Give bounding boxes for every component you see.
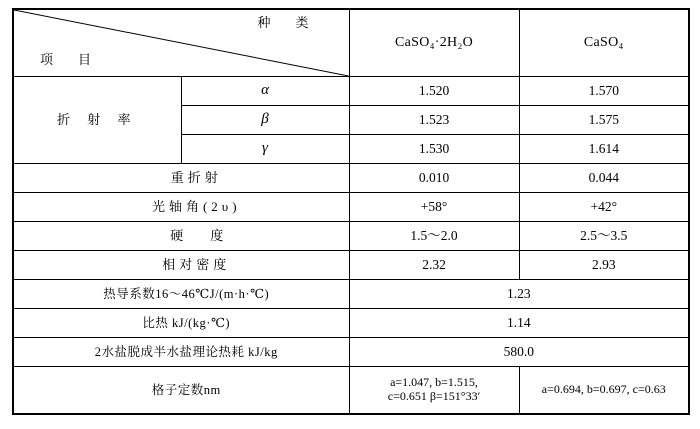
header-kind-label: 种 类 xyxy=(257,15,315,30)
document-page xyxy=(0,8,700,429)
properties-table xyxy=(12,8,690,415)
row-label-birefringence: 重折射 xyxy=(13,164,349,193)
table-row xyxy=(13,309,689,338)
cell-value: 1.523 xyxy=(349,106,519,135)
cell-value: 1.575 xyxy=(519,106,689,135)
lattice-line-1: a=1.047, b=1.515, xyxy=(390,375,478,390)
sub-label-alpha: α xyxy=(181,77,349,106)
cell-value: 1.530 xyxy=(349,135,519,164)
table-row xyxy=(13,222,689,251)
cell-value: 580.0 xyxy=(349,338,689,367)
table-row xyxy=(13,338,689,367)
row-label-lattice-constants: 格子定数nm xyxy=(13,367,349,415)
cell-value: 1.614 xyxy=(519,135,689,164)
cell-value: +58° xyxy=(349,193,519,222)
cell-value: 1.5～2.0 xyxy=(349,222,519,251)
row-label-relative-density: 相对密度 xyxy=(13,251,349,280)
cell-value: 1.14 xyxy=(349,309,689,338)
cell-lattice-anhydrite xyxy=(519,367,689,415)
header-corner-cell xyxy=(13,9,349,77)
cell-value: 0.044 xyxy=(519,164,689,193)
table-row xyxy=(13,280,689,309)
table-header-row xyxy=(13,9,689,77)
cell-value: 2.5～3.5 xyxy=(519,222,689,251)
table-row xyxy=(13,193,689,222)
cell-value: 1.520 xyxy=(349,77,519,106)
cell-value: 2.93 xyxy=(519,251,689,280)
header-col-gypsum: CaSO₄·2H₂O xyxy=(349,9,519,77)
table-row xyxy=(13,251,689,280)
row-label-optic-axial-angle: 光轴角(2υ) xyxy=(13,193,349,222)
row-label-dehydration-heat: 2水盐脱成半水盐理论热耗 kJ/kg xyxy=(13,338,349,367)
row-label-thermal-conductivity: 热导系数16～46℃J/(m·h·℃) xyxy=(13,280,349,309)
table-row xyxy=(13,164,689,193)
cell-lattice-gypsum xyxy=(349,367,519,415)
cell-value: 2.32 xyxy=(349,251,519,280)
cell-value: 0.010 xyxy=(349,164,519,193)
row-label-hardness: 硬 度 xyxy=(13,222,349,251)
cell-value: 1.570 xyxy=(519,77,689,106)
cell-value: 1.23 xyxy=(349,280,689,309)
lattice-line-2: c=0.651 β=151°33′ xyxy=(387,389,481,403)
header-col-anhydrite: CaSO₄ xyxy=(519,9,689,77)
row-label-specific-heat: 比热 kJ/(kg·℃) xyxy=(13,309,349,338)
table-row xyxy=(13,367,689,415)
sub-label-beta: β xyxy=(181,106,349,135)
lattice-line-1: a=0.694, b=0.697, c=0.63 xyxy=(541,382,666,397)
sub-label-gamma: γ xyxy=(181,135,349,164)
header-item-label: 项 目 xyxy=(40,52,98,68)
table-row xyxy=(13,77,689,106)
cell-value: +42° xyxy=(519,193,689,222)
row-label-refractive-index: 折 射 率 xyxy=(13,77,181,164)
